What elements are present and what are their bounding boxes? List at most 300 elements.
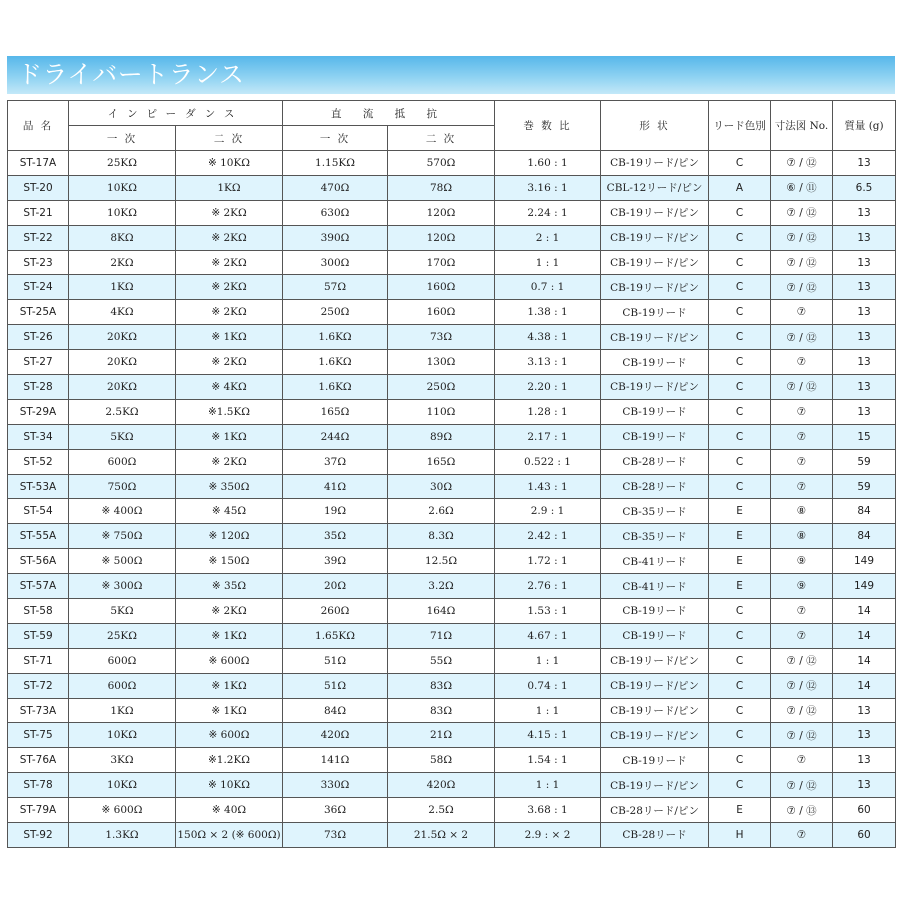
cell-turns-ratio: 3.13 : 1 xyxy=(495,350,601,375)
cell-impedance-secondary: ※ 350Ω xyxy=(176,474,283,499)
cell-model: ST-20 xyxy=(8,175,69,200)
cell-impedance-primary: 25KΩ xyxy=(69,151,176,176)
cell-model: ST-71 xyxy=(8,648,69,673)
table-row xyxy=(8,200,896,225)
cell-model: ST-76A xyxy=(8,748,69,773)
cell-turns-ratio: 1 : 1 xyxy=(495,648,601,673)
cell-impedance-primary: 10KΩ xyxy=(69,200,176,225)
cell-dc-secondary: 170Ω xyxy=(388,250,495,275)
cell-mass: 13 xyxy=(833,773,896,798)
cell-model: ST-23 xyxy=(8,250,69,275)
cell-dc-secondary: 110Ω xyxy=(388,399,495,424)
cell-model: ST-72 xyxy=(8,673,69,698)
cell-impedance-secondary: 1KΩ xyxy=(176,175,283,200)
cell-dc-secondary: 83Ω xyxy=(388,698,495,723)
cell-lead-color: H xyxy=(709,823,771,848)
cell-lead-color: C xyxy=(709,773,771,798)
cell-dimension: ⑦ xyxy=(771,300,833,325)
header-dc-resistance: 直 流 抵 抗 xyxy=(283,101,495,126)
cell-model: ST-92 xyxy=(8,823,69,848)
cell-impedance-primary: 2KΩ xyxy=(69,250,176,275)
cell-impedance-primary: 8KΩ xyxy=(69,225,176,250)
table-row xyxy=(8,499,896,524)
cell-turns-ratio: 1.60 : 1 xyxy=(495,151,601,176)
cell-model: ST-54 xyxy=(8,499,69,524)
table-row xyxy=(8,300,896,325)
cell-mass: 13 xyxy=(833,225,896,250)
cell-shape: CB-28リード xyxy=(601,823,709,848)
cell-dc-secondary: 30Ω xyxy=(388,474,495,499)
cell-dc-secondary: 160Ω xyxy=(388,300,495,325)
cell-shape: CB-35リード xyxy=(601,524,709,549)
cell-shape: CB-19リード/ピン xyxy=(601,200,709,225)
cell-turns-ratio: 1.38 : 1 xyxy=(495,300,601,325)
cell-impedance-secondary: ※ 600Ω xyxy=(176,648,283,673)
cell-dc-primary: 250Ω xyxy=(283,300,388,325)
cell-dimension: ⑦ / ⑫ xyxy=(771,250,833,275)
cell-mass: 13 xyxy=(833,375,896,400)
cell-dimension: ⑦ xyxy=(771,474,833,499)
table-row xyxy=(8,673,896,698)
cell-dc-primary: 19Ω xyxy=(283,499,388,524)
cell-impedance-primary: ※ 400Ω xyxy=(69,499,176,524)
table-body xyxy=(8,151,896,848)
cell-dc-primary: 35Ω xyxy=(283,524,388,549)
cell-dc-primary: 39Ω xyxy=(283,549,388,574)
header-dc-secondary: 二 次 xyxy=(388,126,495,151)
cell-shape: CB-19リード/ピン xyxy=(601,698,709,723)
cell-dimension: ⑦ xyxy=(771,748,833,773)
table-row xyxy=(8,350,896,375)
cell-mass: 84 xyxy=(833,524,896,549)
cell-shape: CB-28リード xyxy=(601,474,709,499)
cell-dc-primary: 51Ω xyxy=(283,673,388,698)
cell-turns-ratio: 1.72 : 1 xyxy=(495,549,601,574)
cell-impedance-primary: 20KΩ xyxy=(69,350,176,375)
cell-model: ST-21 xyxy=(8,200,69,225)
title-bar xyxy=(7,56,895,94)
cell-turns-ratio: 1 : 1 xyxy=(495,250,601,275)
cell-shape: CB-19リード/ピン xyxy=(601,275,709,300)
cell-dc-primary: 36Ω xyxy=(283,798,388,823)
cell-impedance-primary: 4KΩ xyxy=(69,300,176,325)
cell-turns-ratio: 1 : 1 xyxy=(495,698,601,723)
cell-dc-primary: 165Ω xyxy=(283,399,388,424)
cell-model: ST-22 xyxy=(8,225,69,250)
cell-impedance-secondary: ※ 2KΩ xyxy=(176,275,283,300)
header-mass: 質量 (g) xyxy=(833,101,896,151)
cell-model: ST-59 xyxy=(8,623,69,648)
cell-lead-color: C xyxy=(709,300,771,325)
table-row xyxy=(8,623,896,648)
cell-impedance-secondary: ※ 40Ω xyxy=(176,798,283,823)
cell-shape: CB-28リード xyxy=(601,449,709,474)
cell-turns-ratio: 2 : 1 xyxy=(495,225,601,250)
cell-model: ST-57A xyxy=(8,574,69,599)
cell-impedance-primary: ※ 600Ω xyxy=(69,798,176,823)
cell-model: ST-28 xyxy=(8,375,69,400)
cell-dc-secondary: 160Ω xyxy=(388,275,495,300)
cell-model: ST-25A xyxy=(8,300,69,325)
cell-dc-secondary: 78Ω xyxy=(388,175,495,200)
cell-impedance-secondary: ※ 1KΩ xyxy=(176,673,283,698)
cell-dimension: ⑦ / ⑫ xyxy=(771,375,833,400)
cell-mass: 14 xyxy=(833,648,896,673)
cell-lead-color: C xyxy=(709,673,771,698)
table-row xyxy=(8,275,896,300)
cell-dimension: ⑨ xyxy=(771,574,833,599)
cell-model: ST-17A xyxy=(8,151,69,176)
cell-dimension: ⑦ / ⑫ xyxy=(771,698,833,723)
table-row xyxy=(8,399,896,424)
cell-mass: 13 xyxy=(833,300,896,325)
cell-turns-ratio: 4.67 : 1 xyxy=(495,623,601,648)
cell-dc-primary: 244Ω xyxy=(283,424,388,449)
cell-turns-ratio: 2.9 : 1 xyxy=(495,499,601,524)
cell-lead-color: C xyxy=(709,250,771,275)
cell-shape: CB-19リード xyxy=(601,623,709,648)
cell-dc-secondary: 3.2Ω xyxy=(388,574,495,599)
cell-impedance-secondary: ※ 1KΩ xyxy=(176,325,283,350)
cell-turns-ratio: 2.42 : 1 xyxy=(495,524,601,549)
cell-impedance-secondary: ※ 2KΩ xyxy=(176,300,283,325)
cell-dimension: ⑦ / ⑫ xyxy=(771,723,833,748)
cell-mass: 149 xyxy=(833,549,896,574)
cell-impedance-primary: 1KΩ xyxy=(69,275,176,300)
cell-mass: 13 xyxy=(833,399,896,424)
cell-model: ST-55A xyxy=(8,524,69,549)
cell-dc-secondary: 2.6Ω xyxy=(388,499,495,524)
cell-lead-color: C xyxy=(709,200,771,225)
header-impedance-primary: 一 次 xyxy=(69,126,176,151)
table-row xyxy=(8,250,896,275)
cell-turns-ratio: 3.16 : 1 xyxy=(495,175,601,200)
cell-lead-color: C xyxy=(709,375,771,400)
cell-model: ST-52 xyxy=(8,449,69,474)
cell-dc-primary: 73Ω xyxy=(283,823,388,848)
cell-turns-ratio: 2.24 : 1 xyxy=(495,200,601,225)
cell-impedance-secondary: ※ 1KΩ xyxy=(176,623,283,648)
table-row xyxy=(8,325,896,350)
cell-shape: CB-19リード xyxy=(601,599,709,624)
cell-impedance-primary: 1.3KΩ xyxy=(69,823,176,848)
cell-turns-ratio: 2.17 : 1 xyxy=(495,424,601,449)
cell-impedance-secondary: ※ 2KΩ xyxy=(176,200,283,225)
cell-turns-ratio: 1.53 : 1 xyxy=(495,599,601,624)
cell-dc-secondary: 73Ω xyxy=(388,325,495,350)
cell-shape: CB-19リード/ピン xyxy=(601,325,709,350)
cell-mass: 13 xyxy=(833,350,896,375)
cell-impedance-secondary: ※1.2KΩ xyxy=(176,748,283,773)
cell-shape: CB-19リード xyxy=(601,300,709,325)
cell-shape: CB-19リード xyxy=(601,748,709,773)
cell-model: ST-73A xyxy=(8,698,69,723)
table-row xyxy=(8,375,896,400)
cell-mass: 13 xyxy=(833,723,896,748)
cell-lead-color: C xyxy=(709,623,771,648)
cell-mass: 13 xyxy=(833,250,896,275)
table-row xyxy=(8,549,896,574)
cell-dc-secondary: 8.3Ω xyxy=(388,524,495,549)
cell-impedance-secondary: 150Ω × 2 (※ 600Ω) xyxy=(176,823,283,848)
cell-impedance-primary: 600Ω xyxy=(69,648,176,673)
cell-shape: CB-19リード/ピン xyxy=(601,773,709,798)
cell-impedance-secondary: ※ 2KΩ xyxy=(176,449,283,474)
cell-mass: 59 xyxy=(833,474,896,499)
cell-mass: 14 xyxy=(833,673,896,698)
cell-dc-primary: 57Ω xyxy=(283,275,388,300)
cell-dc-primary: 41Ω xyxy=(283,474,388,499)
cell-impedance-primary: 5KΩ xyxy=(69,424,176,449)
cell-shape: CB-35リード xyxy=(601,499,709,524)
header-shape: 形 状 xyxy=(601,101,709,151)
cell-lead-color: C xyxy=(709,399,771,424)
cell-dimension: ⑦ xyxy=(771,350,833,375)
cell-impedance-primary: 600Ω xyxy=(69,449,176,474)
cell-dimension: ⑦ / ⑫ xyxy=(771,225,833,250)
header-impedance: インピーダンス xyxy=(69,101,283,126)
cell-mass: 60 xyxy=(833,823,896,848)
cell-lead-color: A xyxy=(709,175,771,200)
cell-model: ST-34 xyxy=(8,424,69,449)
table-row xyxy=(8,225,896,250)
cell-shape: CB-19リード/ピン xyxy=(601,151,709,176)
cell-turns-ratio: 1 : 1 xyxy=(495,773,601,798)
cell-dimension: ⑦ xyxy=(771,424,833,449)
header-lead-color: リード色別 xyxy=(709,101,771,151)
cell-mass: 59 xyxy=(833,449,896,474)
cell-dc-primary: 1.6KΩ xyxy=(283,375,388,400)
cell-lead-color: C xyxy=(709,648,771,673)
cell-lead-color: C xyxy=(709,151,771,176)
cell-dc-primary: 1.15KΩ xyxy=(283,151,388,176)
cell-impedance-secondary: ※ 4KΩ xyxy=(176,375,283,400)
cell-impedance-primary: 10KΩ xyxy=(69,773,176,798)
cell-model: ST-79A xyxy=(8,798,69,823)
cell-turns-ratio: 0.7 : 1 xyxy=(495,275,601,300)
table-row xyxy=(8,823,896,848)
cell-lead-color: E xyxy=(709,524,771,549)
cell-shape: CB-19リード/ピン xyxy=(601,673,709,698)
cell-shape: CB-19リード/ピン xyxy=(601,375,709,400)
cell-shape: CB-19リード xyxy=(601,424,709,449)
cell-impedance-primary: ※ 300Ω xyxy=(69,574,176,599)
table-row xyxy=(8,599,896,624)
table-row xyxy=(8,748,896,773)
cell-model: ST-53A xyxy=(8,474,69,499)
cell-dc-primary: 390Ω xyxy=(283,225,388,250)
cell-dc-secondary: 164Ω xyxy=(388,599,495,624)
table-row xyxy=(8,474,896,499)
cell-shape: CB-19リード/ピン xyxy=(601,250,709,275)
cell-dc-primary: 260Ω xyxy=(283,599,388,624)
cell-model: ST-75 xyxy=(8,723,69,748)
cell-shape: CB-19リード/ピン xyxy=(601,225,709,250)
cell-lead-color: C xyxy=(709,225,771,250)
table-header xyxy=(8,101,896,151)
cell-lead-color: E xyxy=(709,574,771,599)
cell-dimension: ⑦ xyxy=(771,399,833,424)
cell-dc-primary: 330Ω xyxy=(283,773,388,798)
cell-turns-ratio: 4.38 : 1 xyxy=(495,325,601,350)
cell-model: ST-56A xyxy=(8,549,69,574)
cell-impedance-primary: 2.5KΩ xyxy=(69,399,176,424)
cell-shape: CB-19リード/ピン xyxy=(601,648,709,673)
cell-mass: 13 xyxy=(833,748,896,773)
cell-model: ST-24 xyxy=(8,275,69,300)
cell-dc-secondary: 55Ω xyxy=(388,648,495,673)
cell-impedance-primary: 3KΩ xyxy=(69,748,176,773)
table-row xyxy=(8,175,896,200)
cell-dc-primary: 1.6KΩ xyxy=(283,350,388,375)
cell-lead-color: C xyxy=(709,275,771,300)
cell-dc-secondary: 165Ω xyxy=(388,449,495,474)
cell-dimension: ⑦ / ⑬ xyxy=(771,798,833,823)
cell-turns-ratio: 0.522 : 1 xyxy=(495,449,601,474)
cell-lead-color: C xyxy=(709,350,771,375)
cell-dc-secondary: 570Ω xyxy=(388,151,495,176)
cell-mass: 6.5 xyxy=(833,175,896,200)
cell-impedance-secondary: ※ 45Ω xyxy=(176,499,283,524)
header-model: 品 名 xyxy=(8,101,69,151)
table-row xyxy=(8,424,896,449)
cell-impedance-primary: ※ 500Ω xyxy=(69,549,176,574)
cell-dc-secondary: 120Ω xyxy=(388,200,495,225)
cell-dc-secondary: 71Ω xyxy=(388,623,495,648)
cell-lead-color: C xyxy=(709,325,771,350)
cell-mass: 149 xyxy=(833,574,896,599)
cell-dc-primary: 300Ω xyxy=(283,250,388,275)
cell-dimension: ⑦ / ⑫ xyxy=(771,673,833,698)
cell-dc-secondary: 83Ω xyxy=(388,673,495,698)
table-row xyxy=(8,648,896,673)
cell-impedance-secondary: ※ 2KΩ xyxy=(176,350,283,375)
cell-impedance-secondary: ※ 2KΩ xyxy=(176,225,283,250)
cell-model: ST-78 xyxy=(8,773,69,798)
header-turns-ratio: 巻 数 比 xyxy=(495,101,601,151)
cell-mass: 60 xyxy=(833,798,896,823)
cell-shape: CBL-12リード/ピン xyxy=(601,175,709,200)
table-row xyxy=(8,449,896,474)
cell-lead-color: C xyxy=(709,723,771,748)
cell-impedance-secondary: ※ 10KΩ xyxy=(176,151,283,176)
cell-impedance-primary: 25KΩ xyxy=(69,623,176,648)
cell-turns-ratio: 1.54 : 1 xyxy=(495,748,601,773)
table-row xyxy=(8,798,896,823)
table-row xyxy=(8,574,896,599)
cell-dimension: ⑦ xyxy=(771,823,833,848)
cell-impedance-primary: 600Ω xyxy=(69,673,176,698)
cell-turns-ratio: 1.28 : 1 xyxy=(495,399,601,424)
cell-dc-secondary: 21Ω xyxy=(388,723,495,748)
cell-dc-secondary: 420Ω xyxy=(388,773,495,798)
cell-dimension: ⑦ xyxy=(771,449,833,474)
cell-dimension: ⑦ / ⑫ xyxy=(771,773,833,798)
cell-shape: CB-41リード xyxy=(601,574,709,599)
cell-dc-secondary: 130Ω xyxy=(388,350,495,375)
cell-lead-color: E xyxy=(709,499,771,524)
cell-lead-color: C xyxy=(709,449,771,474)
cell-dc-secondary: 58Ω xyxy=(388,748,495,773)
cell-mass: 13 xyxy=(833,275,896,300)
cell-impedance-primary: 10KΩ xyxy=(69,723,176,748)
cell-impedance-secondary: ※ 2KΩ xyxy=(176,599,283,624)
cell-impedance-secondary: ※ 1KΩ xyxy=(176,698,283,723)
cell-model: ST-26 xyxy=(8,325,69,350)
cell-dc-primary: 51Ω xyxy=(283,648,388,673)
cell-dc-primary: 1.65KΩ xyxy=(283,623,388,648)
cell-dc-secondary: 2.5Ω xyxy=(388,798,495,823)
cell-lead-color: C xyxy=(709,748,771,773)
cell-lead-color: C xyxy=(709,599,771,624)
cell-model: ST-29A xyxy=(8,399,69,424)
cell-dc-primary: 630Ω xyxy=(283,200,388,225)
cell-mass: 13 xyxy=(833,151,896,176)
cell-impedance-secondary: ※ 600Ω xyxy=(176,723,283,748)
cell-mass: 13 xyxy=(833,325,896,350)
cell-shape: CB-41リード xyxy=(601,549,709,574)
cell-lead-color: C xyxy=(709,698,771,723)
cell-turns-ratio: 2.76 : 1 xyxy=(495,574,601,599)
cell-mass: 13 xyxy=(833,200,896,225)
cell-dimension: ⑦ / ⑫ xyxy=(771,200,833,225)
table-row xyxy=(8,698,896,723)
cell-model: ST-58 xyxy=(8,599,69,624)
cell-dimension: ⑧ xyxy=(771,499,833,524)
cell-lead-color: E xyxy=(709,549,771,574)
cell-mass: 14 xyxy=(833,599,896,624)
cell-dimension: ⑥ / ⑪ xyxy=(771,175,833,200)
cell-turns-ratio: 3.68 : 1 xyxy=(495,798,601,823)
cell-mass: 13 xyxy=(833,698,896,723)
cell-impedance-primary: ※ 750Ω xyxy=(69,524,176,549)
cell-dc-secondary: 89Ω xyxy=(388,424,495,449)
cell-dc-secondary: 250Ω xyxy=(388,375,495,400)
cell-dimension: ⑨ xyxy=(771,549,833,574)
cell-shape: CB-19リード/ピン xyxy=(601,723,709,748)
table-row xyxy=(8,723,896,748)
cell-dc-primary: 420Ω xyxy=(283,723,388,748)
cell-impedance-primary: 20KΩ xyxy=(69,375,176,400)
cell-dc-primary: 1.6KΩ xyxy=(283,325,388,350)
cell-dc-primary: 37Ω xyxy=(283,449,388,474)
cell-impedance-primary: 10KΩ xyxy=(69,175,176,200)
cell-impedance-secondary: ※ 1KΩ xyxy=(176,424,283,449)
cell-impedance-secondary: ※ 10KΩ xyxy=(176,773,283,798)
cell-impedance-primary: 5KΩ xyxy=(69,599,176,624)
cell-turns-ratio: 0.74 : 1 xyxy=(495,673,601,698)
cell-turns-ratio: 1.43 : 1 xyxy=(495,474,601,499)
header-impedance-secondary: 二 次 xyxy=(176,126,283,151)
cell-dc-secondary: 21.5Ω × 2 xyxy=(388,823,495,848)
cell-dc-primary: 84Ω xyxy=(283,698,388,723)
cell-dc-secondary: 12.5Ω xyxy=(388,549,495,574)
cell-turns-ratio: 2.9 : × 2 xyxy=(495,823,601,848)
cell-mass: 15 xyxy=(833,424,896,449)
table-row xyxy=(8,524,896,549)
cell-turns-ratio: 2.20 : 1 xyxy=(495,375,601,400)
cell-dimension: ⑦ xyxy=(771,599,833,624)
cell-impedance-primary: 20KΩ xyxy=(69,325,176,350)
cell-impedance-secondary: ※ 120Ω xyxy=(176,524,283,549)
cell-impedance-secondary: ※ 2KΩ xyxy=(176,250,283,275)
table-row xyxy=(8,773,896,798)
cell-turns-ratio: 4.15 : 1 xyxy=(495,723,601,748)
cell-mass: 84 xyxy=(833,499,896,524)
cell-impedance-primary: 1KΩ xyxy=(69,698,176,723)
spec-table xyxy=(7,100,896,848)
cell-dimension: ⑦ / ⑫ xyxy=(771,325,833,350)
